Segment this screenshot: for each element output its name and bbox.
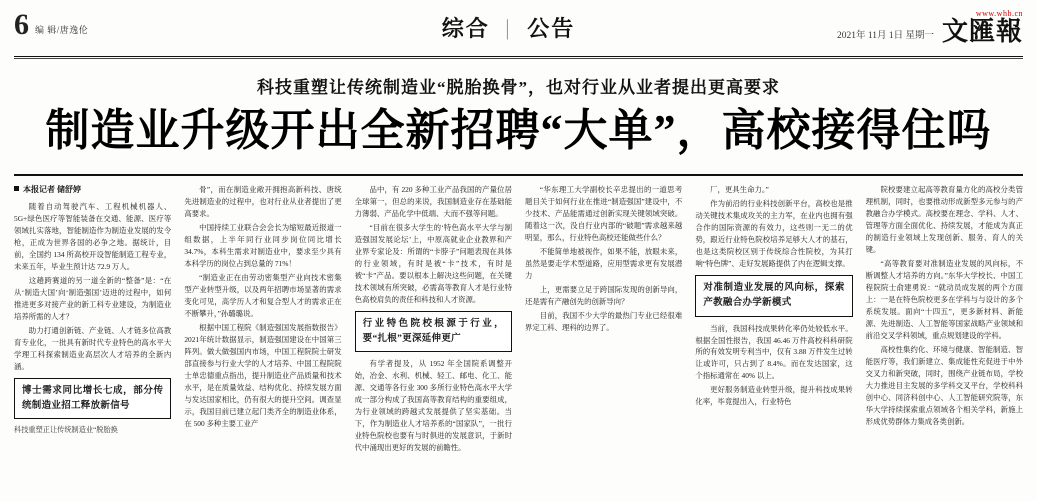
paragraph: 更好服务制造业转型升级，提升科技成果转化率，毕竟提出入，行业特色 — [695, 385, 853, 407]
column-4 — [525, 184, 682, 484]
photo-caption: 科技重塑正让传统制造业“脱胎换 — [14, 426, 118, 435]
paragraph: 作为前沿的行业科技创新平台，高校也是推动关键技术集成攻关的主力军，在业内也拥有强合作的国际资源的有效力，这些则一无二的优势，跟近行业特色院校培养足够大人才的基石，也是这类院校区别于传统综合性院校，为其打响“特色牌”、走好发展路提供了内在逻辑支撑。 — [695, 199, 853, 269]
section-main-label: 综合 — [441, 16, 490, 41]
paragraph: 厂，更具生命力。” — [710, 185, 769, 195]
callout-box-3: 对准制造业发展的风向标，探索产教融合办学新模式 — [695, 275, 852, 316]
paper-logo: 文匯報 — [941, 17, 1023, 46]
paragraph: 不能简单地被视作，如果不能，放眼未来，虽然是要走学术型道路，应用型需求更有发展潜力 — [524, 247, 683, 281]
paragraph: 院校要建立起高等教育量方化的高校分类管理机制，同时，也要推动形成新型多元参与的产教融合办学模式。高校要在理念、学科、人才、管理等方面全面优化、持续发展，才能成为真正的制造行业领域上发现创新、服务、育人的关键。 — [865, 185, 1023, 255]
paragraph: 中国持续工业联合会会长为缩短最近报道一组数据，上半年同行业同步岗位同比增长 34.7%，本科生需求对制造业中，要求至少具有本科学历的岗位占到总量的 71%！ — [184, 223, 342, 269]
article-columns — [14, 184, 1023, 484]
callout-box-2: 行业特色院校根源于行业，要“扎根”更深延伸更广 — [355, 311, 512, 352]
masthead — [14, 10, 1023, 54]
paragraph: 上，更需要立足于跨国际发现的创新导向，还是需有产融创先的创新导向？ — [524, 285, 683, 307]
column-6 — [866, 184, 1023, 484]
paragraph: “制造业正在由劳动密集型产业向技术密集型产业转型升级，以及两年招聘市场显著的需求变化可见，高学历人才和复合型人才的需求正在不断攀升，”孙璐璐说。 — [184, 273, 342, 319]
headline-rule — [14, 174, 1023, 176]
headline-block — [14, 59, 1023, 164]
paragraph: 目前，我国不少大学的最热门专业已经很难界定工科、理科的边界了。 — [524, 311, 683, 333]
section-title — [244, 10, 773, 43]
publication-date: 2021年 11月 1日 星期一 — [836, 31, 934, 41]
masthead-right — [773, 10, 1023, 45]
column-2 — [184, 184, 341, 484]
paragraph: 当前，我国科技成果转化率仍处较低水平。根据全国性报告，我国 46.46 万件高校科科研院所的有效发明专利当中，仅有 3.88 万件发生过转让或许可，只占到了 8.4%。而在发达国家，这个指标通常在 40% 以上。 — [695, 323, 853, 381]
byline-text: 本报记者 储舒婷 — [23, 185, 81, 195]
column-1 — [14, 184, 171, 484]
paragraph: 高校性集约化、环境与健康、智能制造、智能医疗等，我们新建立、集成能性充促进于中外交叉力和新突破，同时，围绕产业链布局，学校大力推进目主发展的多学科交叉平台，学校科科创中心、同济科创中心、人工智能研究院等，东华大学持续探索重点领域各个相关学科，新施上形成优势群体力集成各类创新。 — [865, 344, 1023, 426]
paragraph: 品中，有 220 多种工业产品我国的产量位居全球第一，但总的来说，我国制造业存在基础能力薄弱、产品化学中低端、大而不强等问题。 — [354, 185, 512, 219]
byline — [14, 184, 171, 197]
section-sub-label: 公告 — [527, 16, 576, 41]
paragraph: 有学者提及，从 1952 年全国院系调整开始，冶金、水利、机械、轻工、邮电、化工、能源、交通等各行业 300 多所行业特色高水平大学成一部分构成了我国高等教育结构的重要组成，为行业领域的跨越式发展提供了坚实基础。当下，作为制造业人才培养系的“国家队”，一批行业特色院校也要有与时俱进的发展意识，于新时代中涌现出更好的发展的前瞻性。 — [354, 359, 512, 453]
column-3 — [355, 184, 512, 484]
paragraph: 随着自动驾驶汽车、工程机械机器人、5G+绿色医疗等智能装备在交通、能源、医疗等领域扎实落地，智能制造作为制造业发展的发令枪，正成为世界各国的必争之地。据统计，目前，全国约 134 所高校开设智能制造工程专业，未来五年，毕业生预计达 72.9 万人。 — [14, 202, 172, 272]
masthead-left — [14, 10, 244, 40]
paragraph: “高等教育要对准制造业发展的风向标，不断调整人才培养的方向。”东华大学校长、中国工程院院士俞建勇说：“就动员成发展的两个方面上：一是在特色院校更多在学科与与设计的多个系统发展。面向“十四五”，更多新材料、新能源、先进制造、人工智能等国家战略产业领域和前沿交叉学科领域，重点规划建设的学科。 — [865, 259, 1023, 340]
paragraph: “华东理工大学副校长辛忠提出的一道思考题目关于如何行业在推进“制造强国”建设中，不少技术、产品能需通过创新实现关键领域突破。随着这一次，没自行业内部的“破题”需求越来越明显，那么，行业特色高校还能做些什么？ — [524, 185, 683, 243]
shoulder-headline: 科技重塑让传统制造业“脱胎换骨”，也对行业从业者提出更高要求 — [257, 78, 780, 97]
paragraph: 助力打通创新链、产业链、人才链多位高教育专业化，一批具有新时代专业特色的高水平大学理工科探索制造业高层次人才培养的全新内涵。 — [14, 325, 172, 371]
website-url[interactable]: www.whb.cn — [975, 9, 1023, 18]
column-5 — [695, 184, 852, 484]
section-separator: | — [505, 15, 512, 40]
paragraph: 骨”，而在制造业敞开拥抱高新科技、唐统先进制造业的过程中，也对行业从业者提出了更高要求。 — [184, 185, 342, 219]
paragraph: “目前在很多大学生的‘特色高水平大学与制造强国发展论坛’上，中原高就业企业教界和产业界专家论及：所谓的“卡脖子”问题表现在具体的行业领域，有时是被“卡”技术，有时是被“卡”产品。要以根本上解决这些问题，在关键技术领域有所突破，必需高等教育人才是行业特色高校肩负的责任和科技和人才资源。 — [354, 223, 512, 305]
page-number: 6 — [14, 8, 29, 41]
callout-box-1: 博士需求同比增长七成，部分传统制造业招工释放新信号 — [14, 378, 171, 419]
main-headline: 制造业升级开出全新招聘“大单”，高校接得住吗 — [45, 106, 992, 155]
editor-credit: 编 辑/唐逸伦 — [35, 25, 89, 36]
paper-brand — [942, 10, 1023, 45]
paragraph: 根据中国工程院《制造强国发展指数报告》2021年统计数据显示，制造强国建设在中国第三阵列。做大做强国内市场，中国工程院院士研发部直接参与行业大学的人才培养、中国工程院院士单忠德重点指出，提升制造业产品质量和技术水平，是在质量效益、结构优化、持续发展方面与发达国家相比，仍有很大的提升空间。调查显示，我国目前已建立起门类齐全的制造业体系，在 500 多种主要工业产 — [184, 323, 342, 428]
masthead-rule — [14, 56, 1023, 57]
paragraph: 这趟跨赛道的另一道全新的“整备”是：“在从‘制造大国’向‘制造强国’迈进的过程中，如何推进更多对接产业的新工科专业建设，为制造业培养所需的人才？ — [14, 276, 172, 321]
byline-marker-icon — [14, 186, 19, 191]
